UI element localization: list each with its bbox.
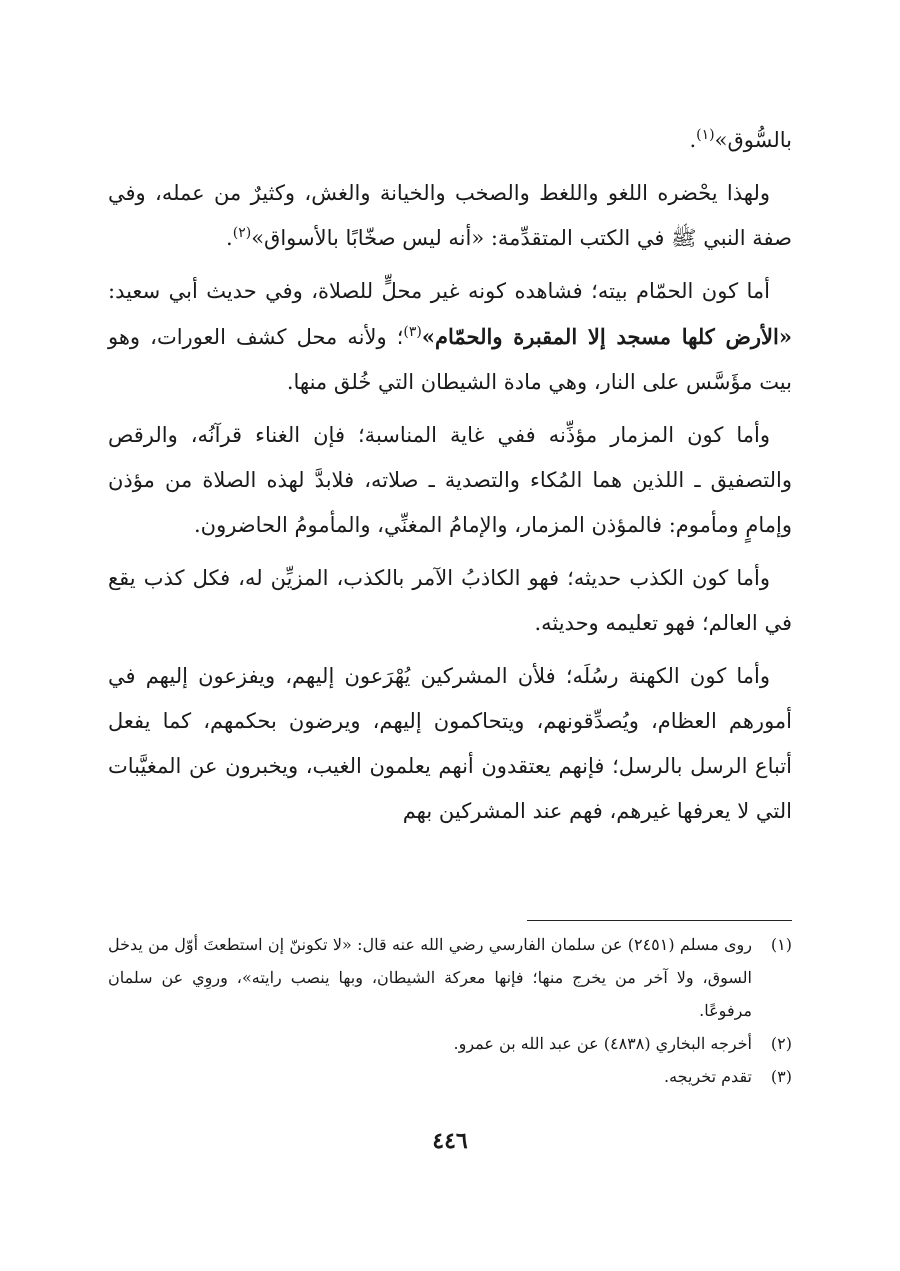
footnote-number: (١) [770,935,792,954]
footnotes [108,928,792,1093]
paragraph-bathhouse [108,269,792,405]
paragraph-text: ولهذا يحْضره اللغو واللغط والصخب والخيانة والغش، وكثيرٌ من عمله، وفي صفة النبي ﷺ في الكتب المتقدِّمة: «أنه ليس صخّابًا بالأسواق» [108,181,792,250]
paragraph-text: ؛ ولأنه محل كشف العورات، وهو بيت مؤَسَّس على النار، وهي مادة الشيطان التي خُلق منها. [108,325,792,394]
footnote-reference[interactable]: (١) [696,127,715,143]
paragraph-text: . [226,226,233,250]
footnote-text: أخرجه البخاري (٤٨٣٨) عن عبد الله بن عمرو. [453,1034,752,1053]
hadith-quote: «الأرض كلها مسجد إلا المقبرة والحمّام» [421,324,792,349]
footnote-divider [527,920,792,921]
paragraph-soothsayers [108,654,792,834]
paragraph-text: وأما كون المزمار مؤذِّنه ففي غاية المناسبة؛ فإن الغناء قرآنُه، والرقص والتصفيق ـ اللذين هما المُكاء والتصدية ـ صلاته، فلابدَّ لهذه الصلاة من مؤذن وإمامٍ ومأموم: فالمؤذن المزمار، والإمامُ المغنِّي، والمأمومُ الحاضرون. [108,423,792,537]
footnote-text: روى مسلم (٢٤٥١) عن سلمان الفارسي رضي الله عنه قال: «لا تكوننّ إن استطعتَ أوّل من يدخل السوق، ولا آخر من يخرج منها؛ فإنها معركة الشيطان، وبها ينصب رايته»، وروِي عن سلمان مرفوعًا. [108,935,752,1020]
page-number: ٤٤٦ [432,1128,468,1154]
paragraph-text: . [689,128,697,152]
footnote-item [108,1060,792,1093]
footnote-number: (٢) [770,1034,792,1053]
footnote-reference[interactable]: (٢) [232,225,252,241]
paragraph-market-noise [108,171,792,261]
footnote-number: (٣) [770,1067,792,1086]
paragraph-text: وأما كون الكذب حديثه؛ فهو الكاذبُ الآمر بالكذب، المزيِّن له، فكل كذب يقع في العالم؛ فهو تعليمه وحديثه. [108,566,792,635]
paragraph-flute [108,413,792,548]
paragraph-text: وأما كون الكهنة رسُلَه؛ فلأن المشركين يُهْرَعون إليهم، ويفزعون إليهم في أمورهم العظام، ويُصدِّقونهم، ويتحاكمون إليهم، ويرضون بحكمهم، كما يفعل أتباع الرسل بالرسل؛ فإنهم يعتقدون أنهم يعلمون الغيب، ويخبرون عن المغيَّبات التي لا يعرفها غيرهم، فهم عند المشركين بهم [108,664,792,823]
main-text [108,118,792,842]
footnote-text: تقدم تخريجه. [664,1067,752,1086]
footnote-item [108,1027,792,1060]
paragraph-text: بالسُّوق» [714,128,792,152]
paragraph-lying [108,556,792,646]
footnote-reference[interactable]: (٣) [403,324,422,340]
footnote-item [108,928,792,1027]
paragraph-text: أما كون الحمّام بيته؛ فشاهده كونه غير محلٍّ للصلاة، وفي حديث أبي سعيد: [108,279,770,303]
paragraph-continuation [108,118,792,163]
